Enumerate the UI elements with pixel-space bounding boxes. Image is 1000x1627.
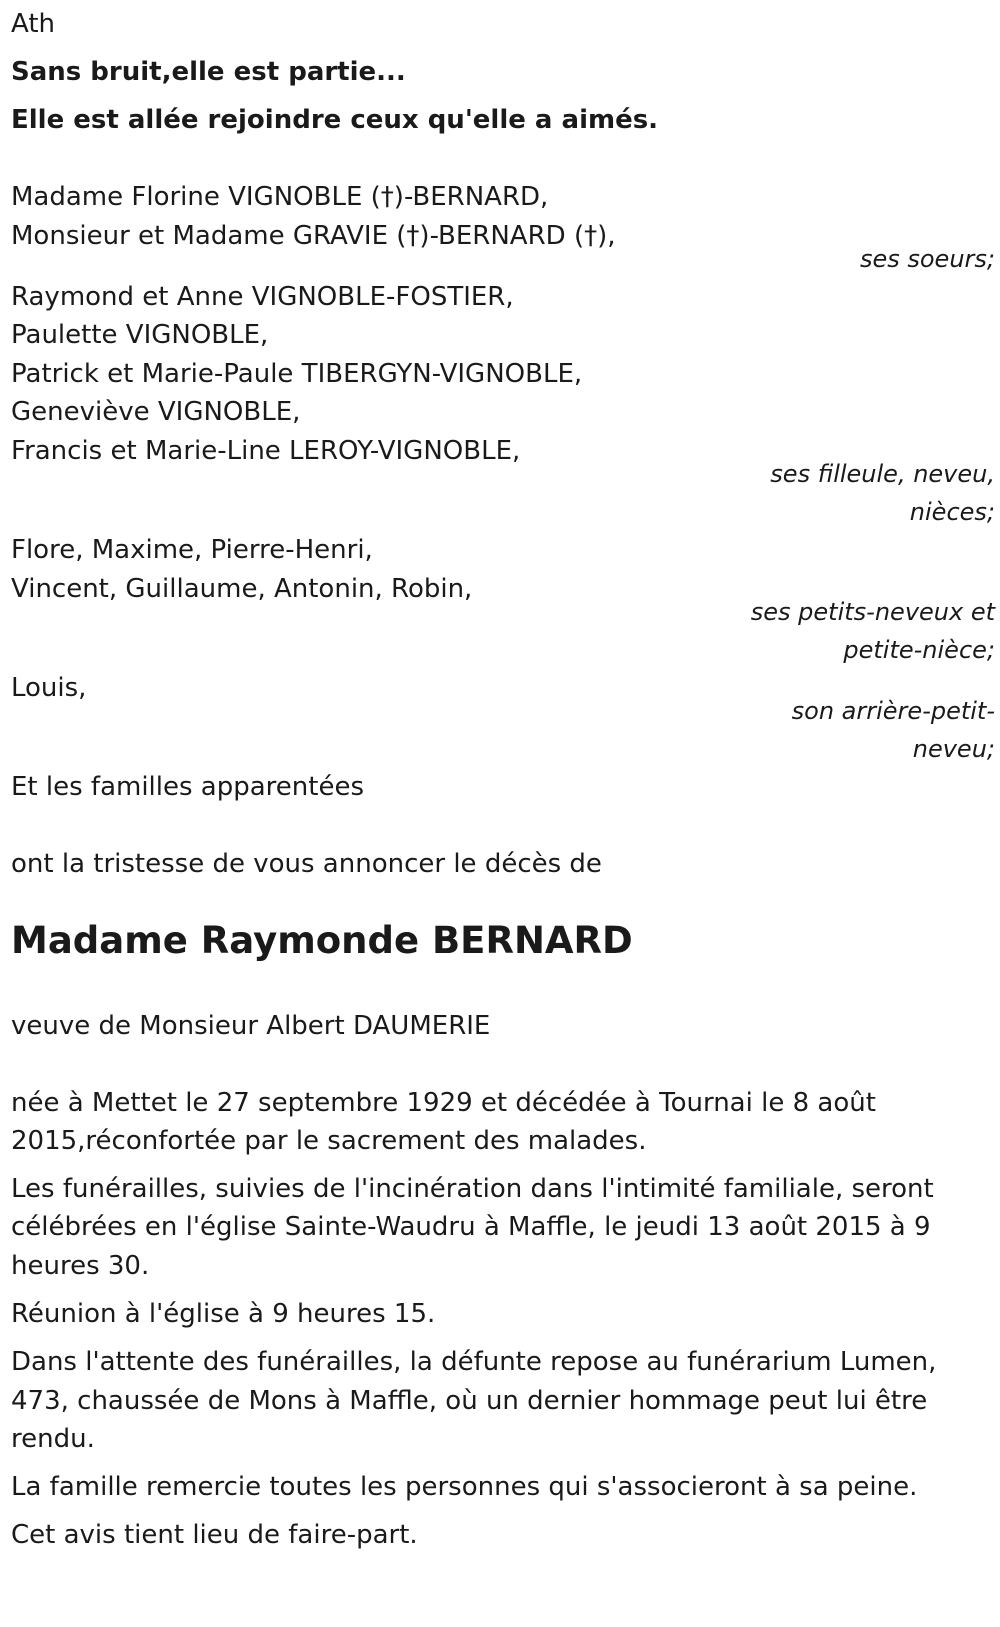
relation-godchildren-1: ses filleule, neveu, (770, 460, 995, 488)
godchild-name: Paulette VIGNOBLE, (11, 320, 269, 350)
grandnephew-name: Vincent, Guillaume, Antonin, Robin, (11, 574, 473, 604)
deceased-name: Madame Raymonde BERNARD (11, 919, 633, 962)
greatgrandnephew-name: Louis, (11, 673, 87, 703)
godchild-name: Raymond et Anne VIGNOBLE-FOSTIER, (11, 282, 514, 312)
relation-greatgrandnephew-2: neveu; (912, 735, 995, 763)
thanks-line: La famille remercie toutes les personnes qui s'associeront à sa peine. (11, 1472, 918, 1502)
relation-godchildren-2: nièces; (909, 498, 995, 526)
birth-death-line-2: 2015,réconfortée par le sacrement des malades. (11, 1126, 647, 1156)
grandnephew-name: Flore, Maxime, Pierre-Henri, (11, 535, 373, 565)
rest-line-1: Dans l'attente des funérailles, la défunte repose au funérarium Lumen, (11, 1347, 937, 1377)
intro-line-1: Sans bruit,elle est partie... (11, 57, 406, 87)
godchild-name: Patrick et Marie-Paule TIBERGYN-VIGNOBLE, (11, 359, 583, 389)
rest-line-3: rendu. (11, 1424, 95, 1454)
funeral-line-2: célébrées en l'église Sainte-Waudru à Maffle, le jeudi 13 août 2015 à 9 (11, 1212, 931, 1242)
announcement-line: ont la tristesse de vous annoncer le décès de (11, 849, 602, 879)
widow-of-line: veuve de Monsieur Albert DAUMERIE (11, 1011, 491, 1041)
intro-line-2: Elle est allée rejoindre ceux qu'elle a aimés. (11, 105, 659, 135)
location: Ath (11, 9, 56, 39)
funeral-line-1: Les funérailles, suivies de l'incinération dans l'intimité familiale, seront (11, 1174, 934, 1204)
relation-sisters: ses soeurs; (859, 245, 995, 273)
sister-name: Madame Florine VIGNOBLE (†)-BERNARD, (11, 182, 549, 212)
relation-greatgrandnephew-1: son arrière-petit- (791, 697, 995, 725)
relation-grandnephews-2: petite-nièce; (843, 636, 995, 664)
godchild-name: Francis et Marie-Line LEROY-VIGNOBLE, (11, 436, 521, 466)
rest-line-2: 473, chaussée de Mons à Maffle, où un dernier hommage peut lui être (11, 1386, 928, 1416)
families-line: Et les familles apparentées (11, 772, 365, 802)
meeting-line: Réunion à l'église à 9 heures 15. (11, 1299, 436, 1329)
godchild-name: Geneviève VIGNOBLE, (11, 397, 301, 427)
notice-line: Cet avis tient lieu de faire-part. (11, 1520, 418, 1550)
funeral-line-3: heures 30. (11, 1251, 150, 1281)
birth-death-line-1: née à Mettet le 27 septembre 1929 et décédée à Tournai le 8 août (11, 1088, 876, 1118)
relation-grandnephews-1: ses petits-neveux et (750, 598, 995, 626)
sister-name: Monsieur et Madame GRAVIE (†)-BERNARD (†), (11, 221, 616, 251)
